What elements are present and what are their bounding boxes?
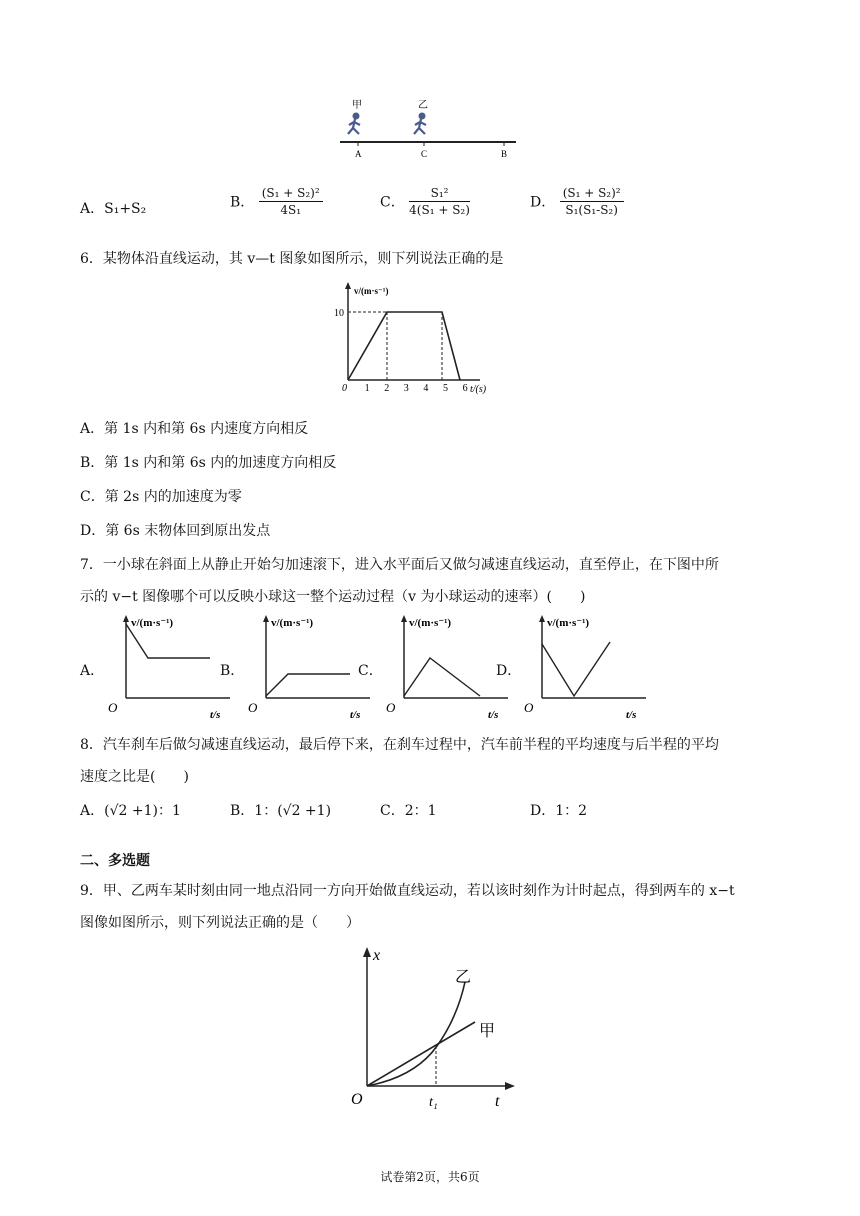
- q5-option-d[interactable]: D． $\frac{\text{(S₁ + S₂)²}}{\text{S₁(S₁-S₂)}}$: [530, 186, 624, 217]
- q6-x-tick-label: 6: [462, 383, 468, 394]
- q8-option-a[interactable]: A．(√2 +1)：1: [80, 803, 181, 819]
- q7-option-b-label[interactable]: B．: [220, 663, 245, 679]
- q6-origin: 0: [342, 383, 347, 394]
- runner-jia-icon: [348, 113, 360, 134]
- q6-option-c[interactable]: C．第 2s 内的加速度为零: [80, 489, 242, 505]
- q9-xlabel: t: [495, 1093, 500, 1110]
- page-footer: 试卷第2页，共6页: [380, 1170, 480, 1184]
- q7-graph-ylabel: v/(m·s⁻¹): [547, 617, 590, 629]
- q7-graph-c: [384, 612, 514, 724]
- q9-t1: t₁: [429, 1095, 438, 1110]
- q9-label-yi: 乙: [455, 969, 472, 986]
- q6-option-b[interactable]: B．第 1s 内和第 6s 内的加速度方向相反: [80, 455, 337, 471]
- q8-option-b[interactable]: B．1：(√2 +1): [230, 803, 332, 819]
- q5-d-fraction: $\frac{\text{(S₁ + S₂)²}}{\text{S₁(S₁-S₂)}}$: [560, 186, 624, 217]
- q8-option-d[interactable]: D．1：2: [530, 803, 588, 819]
- q6-x-tick-label: 1: [364, 383, 370, 394]
- q7-stem-line2: 示的 v−t 图像哪个可以反映小球这一整个运动过程（v 为小球运动的速率）( ): [80, 589, 586, 605]
- q6-x-tick-label: 2: [384, 383, 390, 394]
- q7-graph-origin: O: [108, 700, 118, 715]
- point-b-label: B: [501, 149, 508, 159]
- q6-x-tick-label: 4: [423, 383, 429, 394]
- q5-option-a[interactable]: A．S₁+S₂: [80, 201, 147, 217]
- q5-b-fraction: $\frac{\text{(S₁ + S₂)²}}{\text{4S₁}}$: [259, 186, 323, 217]
- q7-graph-xlabel: t/s: [350, 709, 361, 721]
- q7-graph-a: [106, 612, 236, 724]
- q9-origin: O: [351, 1091, 363, 1108]
- q6-option-d[interactable]: D．第 6s 末物体回到原出发点: [80, 523, 271, 539]
- q6-x-tick-label: 5: [443, 383, 448, 394]
- q7-graph-ylabel: v/(m·s⁻¹): [271, 617, 314, 629]
- q6-x-tick-label: 3: [403, 383, 409, 394]
- q7-stem-line1: 7．一小球在斜面上从静止开始匀加速滚下，进入水平面后又做匀减速直线运动，直至停止，在下图中所: [80, 557, 719, 573]
- q7-option-d-label[interactable]: D．: [496, 663, 522, 679]
- q6-xlabel: t/(s): [470, 384, 487, 395]
- q7-graph-ylabel: v/(m·s⁻¹): [409, 617, 452, 629]
- q7-graph-xlabel: t/s: [210, 709, 221, 721]
- q6-stem: 6．某物体沿直线运动，其 v—t 图象如图所示，则下列说法正确的是: [80, 251, 504, 267]
- q7-graph-origin: O: [248, 700, 258, 715]
- label-jia: 甲: [352, 100, 362, 111]
- track-figure: [338, 96, 520, 162]
- q6-vt-chart: [330, 280, 510, 400]
- q7-option-c-label[interactable]: C．: [358, 663, 383, 679]
- q8-stem-line1: 8．汽车刹车后做匀减速直线运动，最后停下来，在刹车过程中，汽车前半程的平均速度与后半程的平均: [80, 737, 719, 753]
- q6-ylabel: v/(m·s⁻¹): [354, 286, 389, 296]
- q9-stem-line1: 9．甲、乙两车某时刻由同一地点沿同一方向开始做直线运动，若以该时刻作为计时起点，得到两车的 x−t: [80, 883, 735, 899]
- q9-xt-chart: [345, 942, 525, 1112]
- q5-option-b[interactable]: B． $\frac{\text{(S₁ + S₂)²}}{\text{4S₁}}$: [230, 186, 323, 217]
- q9-line-jia: [367, 1022, 475, 1086]
- point-a-label: A: [355, 149, 362, 159]
- q7-graph-ylabel: v/(m·s⁻¹): [131, 617, 174, 629]
- q6-y-tick: 10: [334, 308, 344, 319]
- q8-stem-line2: 速度之比是( ): [80, 769, 189, 785]
- q7-graph-origin: O: [386, 700, 396, 715]
- q7-graph-d: [522, 612, 652, 724]
- label-yi: 乙: [418, 100, 428, 111]
- q7-graph-xlabel: t/s: [488, 709, 499, 721]
- q6-option-a[interactable]: A．第 1s 内和第 6s 内速度方向相反: [80, 421, 309, 437]
- q9-ylabel: x: [373, 947, 381, 964]
- q5-c-fraction: $\frac{\text{S₁²}}{\text{4(S₁ + S₂)}}$: [409, 186, 470, 217]
- q8-option-c[interactable]: C．2：1: [380, 803, 437, 819]
- q9-label-jia: 甲: [479, 1023, 496, 1040]
- q6-velocity-line: [348, 312, 460, 380]
- q5-option-c[interactable]: C． $\frac{\text{S₁²}}{\text{4(S₁ + S₂)}}$: [380, 186, 470, 217]
- point-c-label: C: [421, 149, 428, 159]
- q9-stem-line2: 图像如图所示，则下列说法正确的是（ ）: [80, 915, 360, 931]
- q7-option-a-label[interactable]: A．: [80, 663, 105, 679]
- q7-graph-origin: O: [524, 700, 534, 715]
- q7-graph-xlabel: t/s: [626, 709, 637, 721]
- runner-yi-icon: [414, 113, 426, 134]
- section-title: 二、多选题: [80, 853, 150, 869]
- q9-curve-yi: [367, 982, 465, 1086]
- q7-graph-b: [246, 612, 376, 724]
